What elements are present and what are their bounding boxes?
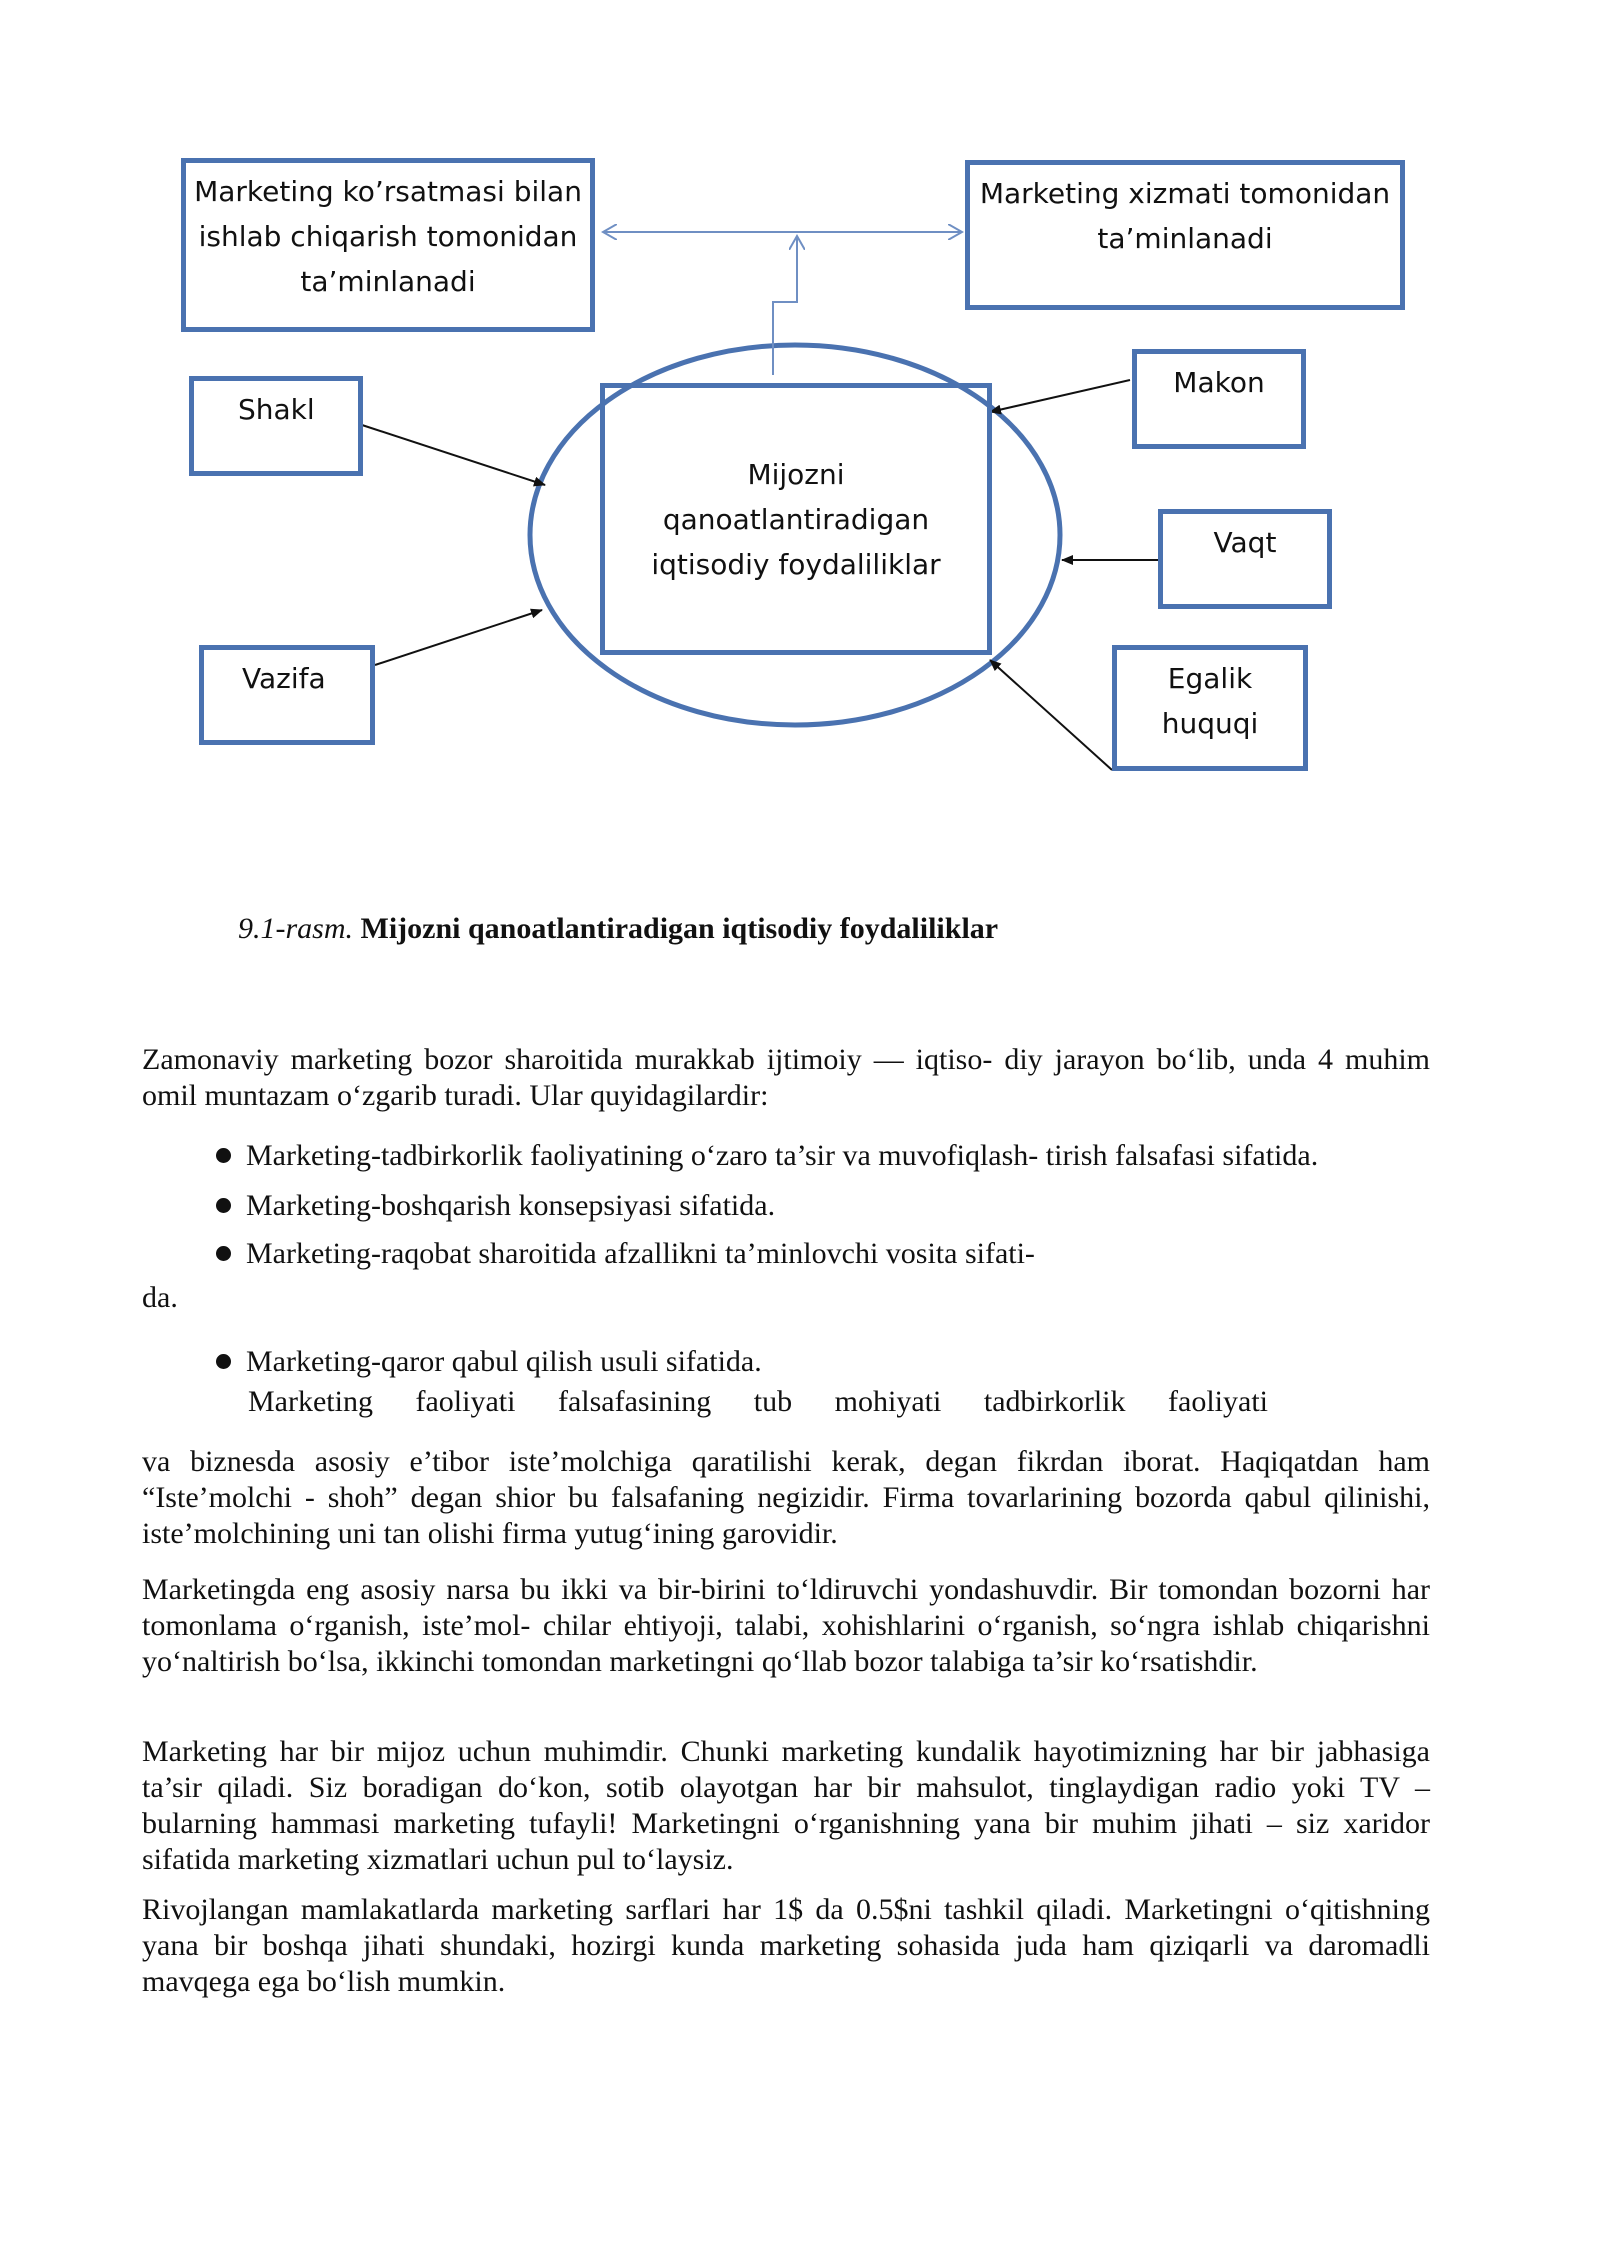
bullet-item-4: Marketing-qaror qabul qilish usuli sifatida. — [246, 1345, 762, 1378]
center-box-text: Mijozni qanoatlantiradigan iqtisodiy foydaliliklar — [651, 457, 941, 581]
shakl-text: Shakl — [238, 393, 315, 426]
egalik-arrow — [990, 660, 1112, 770]
makon-text: Makon — [1173, 366, 1265, 399]
top-right-box-text: Marketing xizmati tomonidan ta’minlanadi — [979, 177, 1391, 255]
diagram — [0, 0, 1600, 820]
figure-title: Mijozni qanoatlantiradigan iqtisodiy foydaliliklar — [360, 912, 999, 945]
vaqt-box — [1158, 509, 1332, 609]
center-box — [600, 383, 992, 655]
paragraph-1-first-line: Marketing faoliyati falsafasining tub mohiyati tadbirkorlik faoliyati — [248, 1385, 1268, 1418]
top-left-box-text: Marketing ko’rsatmasi bilan ishlab chiqarish tomonidan ta’minlanadi — [194, 175, 582, 298]
top-right-box — [965, 160, 1405, 310]
figure-caption — [238, 912, 998, 946]
makon-arrow — [990, 380, 1130, 412]
paragraph-2: Marketingda eng asosiy narsa bu ikki va bir-birini to‘ldiruvchi yondashuvdir. Bir tomondan bozorni har tomonlama o‘rganish, iste’mol- chilar ehtiyoji, talabi, xohishlarini o‘rganish, so‘ngra ishlab chiqarishni yo‘naltirish bo‘lsa, ikkinchi tomondan marketingni qo‘llab bozor talabiga ta’sir ko‘rsatishdir. — [142, 1573, 1430, 1678]
vaqt-text: Vaqt — [1213, 526, 1277, 559]
figure-label: 9.1-rasm. — [238, 912, 354, 945]
egalik-text: Egalik huquqi — [1161, 662, 1259, 740]
top-left-box — [181, 158, 595, 332]
center-up-arrow — [773, 236, 797, 375]
bullet-item-3: Marketing-raqobat sharoitida afzallikni ta’minlovchi vosita sifati- — [246, 1237, 1035, 1270]
paragraph-4: Rivojlangan mamlakatlarda marketing sarflari har 1$ da 0.5$ni tashkil qiladi. Marketingni o‘qitishning yana bir boshqa jihati shundaki, hozirgi kunda marketing sohasida juda ham qiziqarli va daromadli mavqega ega bo‘lish mumkin. — [142, 1893, 1430, 1998]
paragraph-1: va biznesda asosiy e’tibor iste’molchiga qaratilishi kerak, degan fikrdan iborat. Haqiqatdan ham “Iste’molchi - shoh” degan shior bu falsafaning negizidir. Firma tovarlarining bozorda qabul qilinishi, iste’molchining uni tan olishi firma yutug‘ining garovidir. — [142, 1445, 1430, 1550]
vazifa-box — [199, 645, 375, 745]
bullet-item-2: Marketing-boshqarish konsepsiyasi sifatida. — [246, 1189, 776, 1222]
shakl-box — [189, 376, 363, 476]
bullet-item-3-continuation: da. — [142, 1281, 178, 1314]
paragraph-3: Marketing har bir mijoz uchun muhimdir. Chunki marketing kundalik hayotimizning har bir jabhasiga ta’sir qiladi. Siz boradigan do‘kon, sotib olayotgan har bir mahsulot, tinglaydigan radio yoki TV –bularning hammasi marketing tufayli! Marketingni o‘rganishning yana bir muhim jihati – siz xaridor sifatida marketing xizmatlari uchun pul to‘laysiz. — [142, 1735, 1430, 1876]
bullet-item-1: Marketing-tadbirkorlik faoliyatining o‘zaro ta’sir va muvofiqlash- tirish falsafasi sifatida. — [246, 1139, 1319, 1172]
egalik-box — [1112, 645, 1308, 771]
intro-paragraph: Zamonaviy marketing bozor sharoitida murakkab ijtimoiy — iqtiso- diy jarayon bo‘lib, unda 4 muhim omil muntazam o‘zgarib turadi. Ular quyidagilardir: — [142, 1043, 1430, 1112]
makon-box — [1132, 349, 1306, 449]
shakl-arrow — [362, 425, 545, 485]
vazifa-text: Vazifa — [242, 662, 326, 695]
vazifa-arrow — [375, 610, 542, 665]
